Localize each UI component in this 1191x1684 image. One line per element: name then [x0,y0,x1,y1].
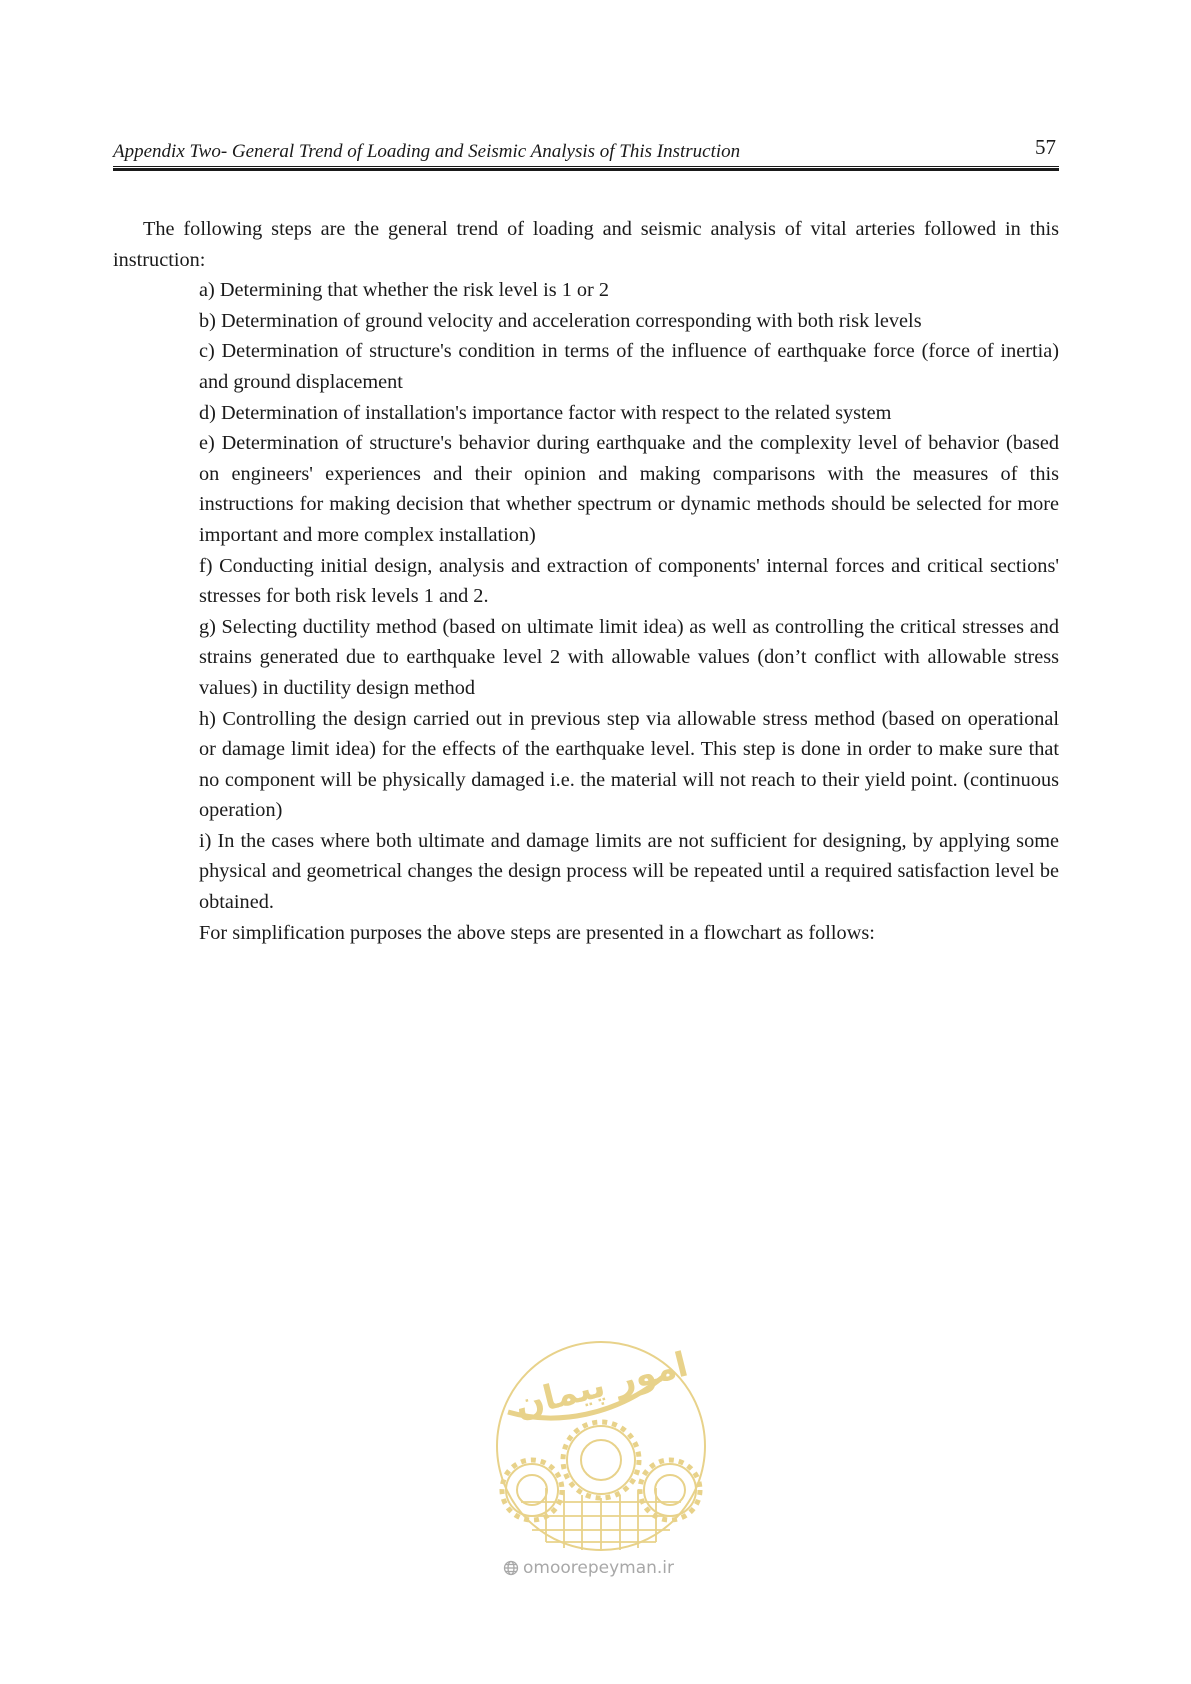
intro-paragraph: The following steps are the general trend of loading and seismic analysis of vital arteries followed in this instruction: [113,218,1059,271]
globe-icon [503,1560,519,1576]
step-a: a) Determining that whether the risk level is 1 or 2 [199,279,610,302]
step-f: f) Conducting initial design, analysis and extraction of components' internal forces and critical sections' stresses for both risk levels 1 and 2. [199,554,1059,608]
header-rule-thin [113,166,1059,168]
page-number: 57 [1035,135,1056,159]
step-g: g) Selecting ductility method (based on ultimate limit idea) as well as controlling the critical stresses and strains generated due to earthquake level 2 with allowable values (don’t conflict with allowable stress values) in ductility design method [199,615,1059,699]
running-title: Appendix Two- General Trend of Loading and Seismic Analysis of This Instruction [113,141,741,162]
closing-sentence: For simplification purposes the above steps are presented in a flowchart as follows: [199,921,875,944]
gear-icon [567,1426,635,1494]
steps-list [113,275,1059,917]
running-head [113,136,1059,170]
body-text [113,214,1059,948]
watermark-url [503,1556,699,1580]
gear-icon [644,1464,696,1516]
step-c: c) Determination of structure's condition in terms of the influence of earthquake force (force of inertia) and ground displacement [199,340,1059,393]
step-b: b) Determination of ground velocity and acceleration corresponding with both risk levels [199,309,922,332]
header-rule-thick [113,168,1059,171]
step-h: h) Controlling the design carried out in previous step via allowable stress method (based on operational or damage limit idea) for the effects of the earthquake level. This step is done in order to make sure that no component will be physically damaged i.e. the material will not reach to their yield point. (continuous operation) [199,707,1059,822]
step-e: e) Determination of structure's behavior during earthquake and the complexity level of behavior (based on engineers' experiences and their opinion and making comparisons with the measures of this instructions for making decision that whether spectrum or dynamic methods should be selected for more important and more complex installation) [199,432,1059,546]
watermark-url-text: omoorepeyman.ir [523,1558,675,1578]
watermark-logo [486,1330,716,1570]
step-i: i) In the cases where both ultimate and damage limits are not sufficient for designing, by applying some physical and geometrical changes the design process will be repeated until a required satisfaction level be obtained. [199,829,1059,914]
gear-icon [506,1464,558,1516]
watermark-logo-text: امور پیمان [510,1344,692,1427]
step-d: d) Determination of installation's importance factor with respect to the related system [199,401,892,424]
